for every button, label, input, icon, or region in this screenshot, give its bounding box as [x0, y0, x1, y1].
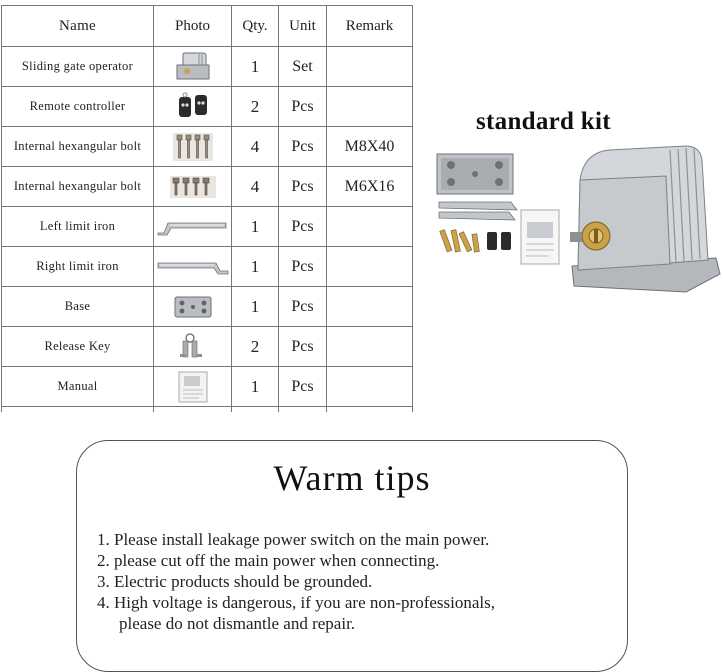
header-unit: Unit	[279, 6, 327, 47]
table-row	[2, 367, 413, 407]
item-photo	[154, 327, 232, 367]
item-photo	[154, 247, 232, 287]
item-name: Release Key	[2, 327, 154, 367]
item-unit: Pcs	[279, 367, 327, 407]
item-qty: 1	[232, 47, 279, 87]
item-remark	[327, 47, 413, 87]
item-unit: Pcs	[279, 287, 327, 327]
warm-tips-list	[97, 529, 495, 634]
item-unit: Set	[279, 47, 327, 87]
item-remark	[327, 247, 413, 287]
table-row	[2, 167, 413, 207]
table-row	[2, 87, 413, 127]
base-plate-photo-icon	[173, 294, 213, 320]
gate-operator-photo-icon	[173, 51, 213, 83]
warm-tips-title: Warm tips	[273, 458, 431, 498]
header-photo: Photo	[154, 6, 232, 47]
keys-photo-icon	[176, 332, 210, 362]
tip-item: 4. High voltage is dangerous, if you are non-professionals,	[97, 593, 495, 612]
gate-operator-motor-photo-icon	[566, 140, 722, 298]
item-photo	[154, 287, 232, 327]
header-name: Name	[2, 6, 154, 47]
parts-table	[1, 5, 413, 412]
item-remark	[327, 367, 413, 407]
item-qty: 2	[232, 87, 279, 127]
item-name: Left limit iron	[2, 207, 154, 247]
item-unit: Pcs	[279, 247, 327, 287]
item-qty: 4	[232, 127, 279, 167]
tip-item-continuation: please do not dismantle and repair.	[119, 614, 356, 633]
table-row	[2, 127, 413, 167]
item-photo	[154, 207, 232, 247]
table-row	[2, 247, 413, 287]
table-row-partial	[2, 407, 413, 412]
item-remark: M8X40	[327, 127, 413, 167]
header-qty: Qty.	[232, 6, 279, 47]
table-row	[2, 47, 413, 87]
item-photo	[154, 87, 232, 127]
item-unit: Pcs	[279, 207, 327, 247]
tip-item: 3. Electric products should be grounded.	[97, 572, 373, 591]
table-row	[2, 207, 413, 247]
item-remark	[327, 327, 413, 367]
item-remark	[327, 207, 413, 247]
item-qty: 4	[232, 167, 279, 207]
item-unit: Pcs	[279, 87, 327, 127]
item-qty: 1	[232, 287, 279, 327]
item-unit: Pcs	[279, 167, 327, 207]
item-name: Sliding gate operator	[2, 47, 154, 87]
item-qty: 1	[232, 207, 279, 247]
item-name: Internal hexangular bolt	[2, 167, 154, 207]
item-remark	[327, 287, 413, 327]
item-name: Manual	[2, 367, 154, 407]
manual-photo-icon	[175, 370, 211, 404]
item-photo	[154, 167, 232, 207]
item-photo	[154, 367, 232, 407]
limit-iron-photo-icon	[156, 257, 230, 277]
table-row	[2, 327, 413, 367]
item-qty: 1	[232, 247, 279, 287]
limit-iron-photo-icon	[156, 217, 230, 237]
table-header-row	[2, 6, 413, 47]
item-remark: M6X16	[327, 167, 413, 207]
kit-title: standard kit	[476, 108, 611, 135]
warm-tips-box	[76, 440, 628, 672]
tip-item: 1. Please install leakage power switch on the main power.	[97, 530, 490, 549]
header-remark: Remark	[327, 6, 413, 47]
bolts-photo-icon	[173, 131, 213, 163]
bolts-photo-icon	[170, 172, 216, 202]
tip-item: 2. please cut off the main power when connecting.	[97, 551, 440, 570]
item-name: Base	[2, 287, 154, 327]
item-qty: 1	[232, 367, 279, 407]
item-photo	[154, 127, 232, 167]
item-photo	[154, 47, 232, 87]
item-unit: Pcs	[279, 327, 327, 367]
item-name: Internal hexangular bolt	[2, 127, 154, 167]
item-unit: Pcs	[279, 127, 327, 167]
item-remark	[327, 87, 413, 127]
table-row	[2, 287, 413, 327]
item-name: Remote controller	[2, 87, 154, 127]
remote-controller-photo-icon	[173, 91, 213, 123]
item-qty: 2	[232, 327, 279, 367]
kit-box-contents-photo-icon	[433, 150, 563, 270]
item-name: Right limit iron	[2, 247, 154, 287]
